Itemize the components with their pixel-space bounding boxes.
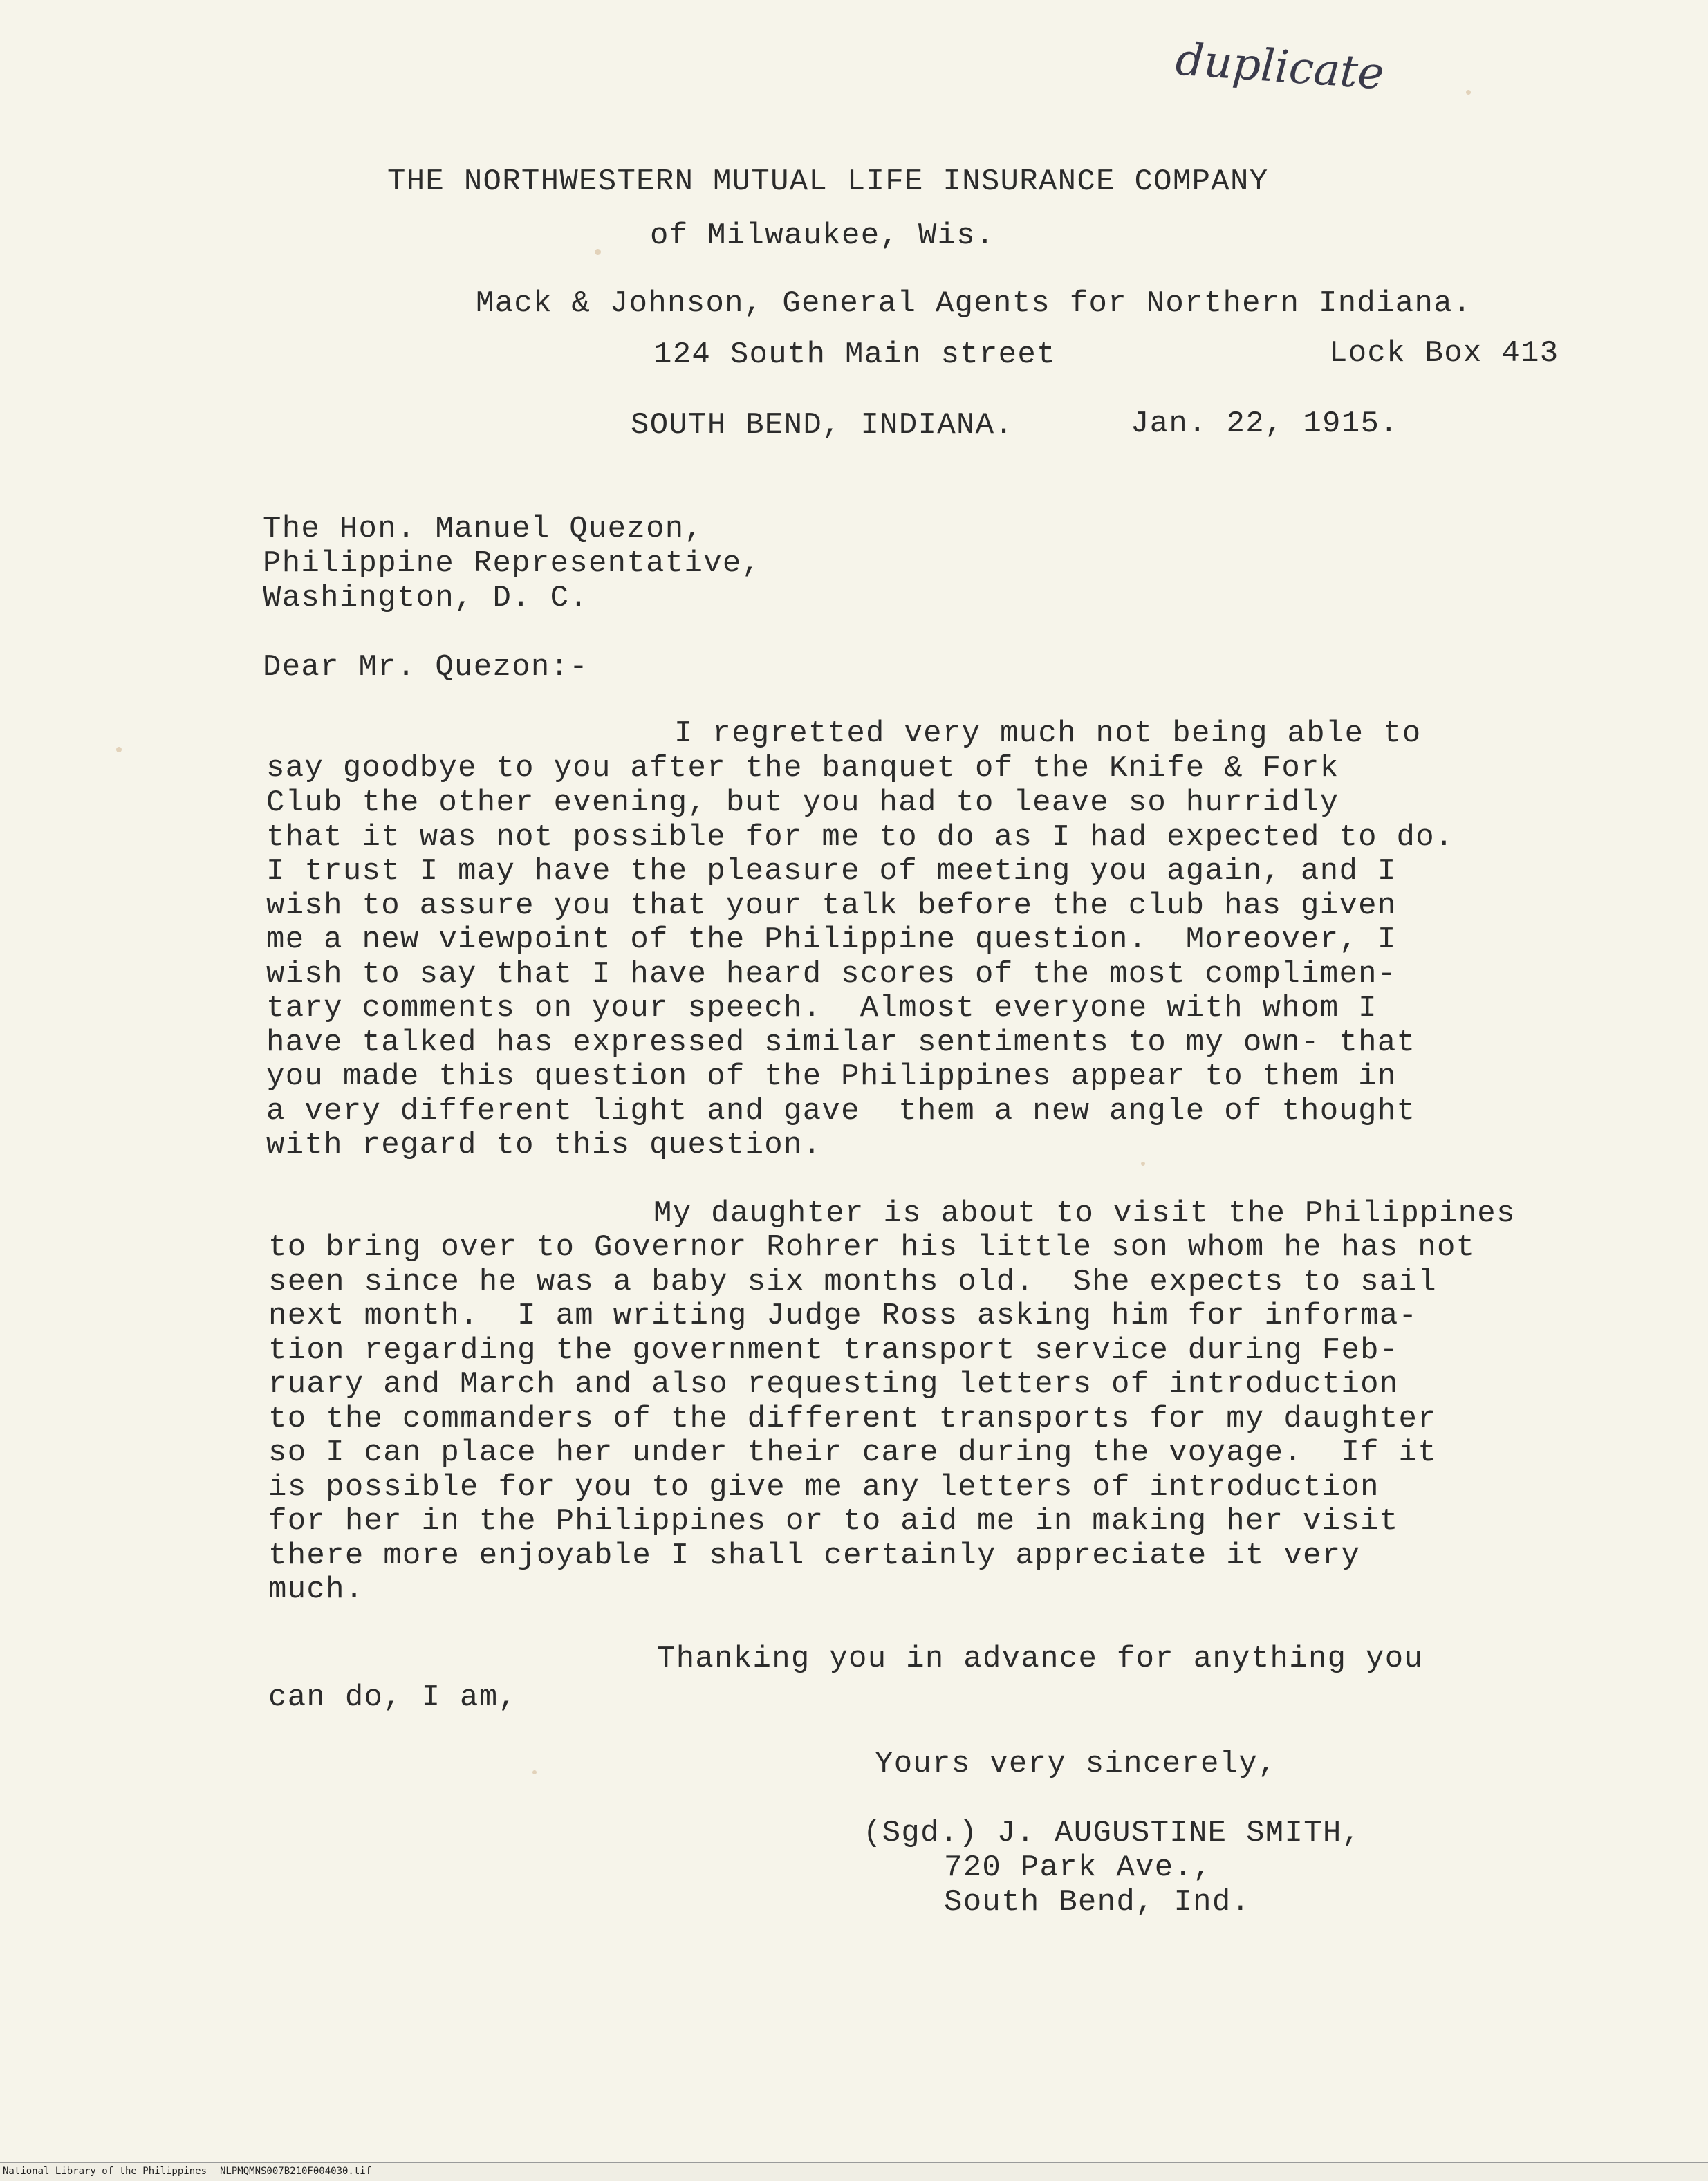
paragraph2-line: there more enjoyable I shall certainly appreciate it very xyxy=(268,1539,1361,1573)
recipient-title: Philippine Representative, xyxy=(263,546,761,581)
footer-file-id: NLPMQMNS007B210F004030.tif xyxy=(220,2166,372,2177)
signature-address-line1: 720 Park Ave., xyxy=(944,1850,1212,1885)
salutation: Dear Mr. Quezon:- xyxy=(263,650,588,685)
paper-speck xyxy=(1466,90,1471,95)
paragraph1-line: I trust I may have the pleasure of meeting you again, and I xyxy=(266,854,1397,889)
signature-name: (Sgd.) J. AUGUSTINE SMITH, xyxy=(863,1816,1362,1850)
city-line: SOUTH BEND, INDIANA. xyxy=(631,408,1014,443)
paragraph2-line: ruary and March and also requesting letters of introduction xyxy=(268,1367,1399,1402)
paragraph2-line: My daughter is about to visit the Philippines xyxy=(653,1196,1516,1231)
street-address: 124 South Main street xyxy=(653,337,1056,372)
paragraph2-line: to the commanders of the different transports for my daughter xyxy=(268,1402,1437,1436)
signature-address-line2: South Bend, Ind. xyxy=(944,1885,1251,1920)
closing: Yours very sincerely, xyxy=(875,1747,1277,1781)
paragraph2-line: tion regarding the government transport service during Feb- xyxy=(268,1333,1399,1368)
paragraph1-line: say goodbye to you after the banquet of the Knife & Fork xyxy=(266,751,1339,786)
paragraph1-line: a very different light and gave them a new angle of thought xyxy=(266,1094,1416,1129)
paragraph2-line: next month. I am writing Judge Ross asking him for informa- xyxy=(268,1299,1418,1333)
paragraph1-line: I regretted very much not being able to xyxy=(674,716,1422,751)
company-location: of Milwaukee, Wis. xyxy=(650,219,995,253)
paragraph1-line: me a new viewpoint of the Philippine question. Moreover, I xyxy=(266,922,1397,957)
paragraph2-line: to bring over to Governor Rohrer his little son whom he has not xyxy=(268,1230,1476,1265)
paragraph1-line: Club the other evening, but you had to leave so hurridly xyxy=(266,786,1339,820)
paragraph3-line: Thanking you in advance for anything you xyxy=(657,1642,1424,1676)
recipient-city: Washington, D. C. xyxy=(263,581,588,615)
letter-date: Jan. 22, 1915. xyxy=(1131,407,1399,441)
paper-speck xyxy=(532,1770,537,1774)
handwritten-note: duplicate xyxy=(1173,34,1386,100)
paragraph1-line: that it was not possible for me to do as I had expected to do. xyxy=(266,820,1454,855)
paragraph2-line: seen since he was a baby six months old. She expects to sail xyxy=(268,1265,1437,1299)
paragraph1-line: wish to say that I have heard scores of the most complimen- xyxy=(266,957,1397,992)
paragraph2-line: so I can place her under their care during the voyage. If it xyxy=(268,1436,1437,1470)
footer-library: National Library of the Philippines xyxy=(3,2166,207,2177)
paper-speck xyxy=(1141,1162,1145,1166)
paragraph1-line: wish to assure you that your talk before the club has given xyxy=(266,889,1397,923)
paper-speck xyxy=(116,747,122,752)
recipient-name: The Hon. Manuel Quezon, xyxy=(263,512,704,546)
company-name: THE NORTHWESTERN MUTUAL LIFE INSURANCE COMPANY xyxy=(387,165,1269,199)
paragraph1-line: tary comments on your speech. Almost everyone with whom I xyxy=(266,991,1377,1025)
paragraph2-line: much. xyxy=(268,1572,364,1607)
paragraph2-line: is possible for you to give me any letters of introduction xyxy=(268,1470,1380,1505)
paragraph1-line: with regard to this question. xyxy=(266,1128,822,1162)
paragraph1-line: have talked has expressed similar sentiments to my own- that xyxy=(266,1025,1416,1060)
paragraph2-line: for her in the Philippines or to aid me in making her visit xyxy=(268,1504,1399,1539)
general-agents: Mack & Johnson, General Agents for Northern Indiana. xyxy=(476,286,1472,321)
lock-box: Lock Box 413 xyxy=(1329,336,1559,371)
paper-speck xyxy=(595,249,601,255)
paragraph3-line: can do, I am, xyxy=(268,1680,518,1715)
paragraph1-line: you made this question of the Philippines appear to them in xyxy=(266,1059,1397,1094)
scan-footer xyxy=(0,2162,1708,2181)
